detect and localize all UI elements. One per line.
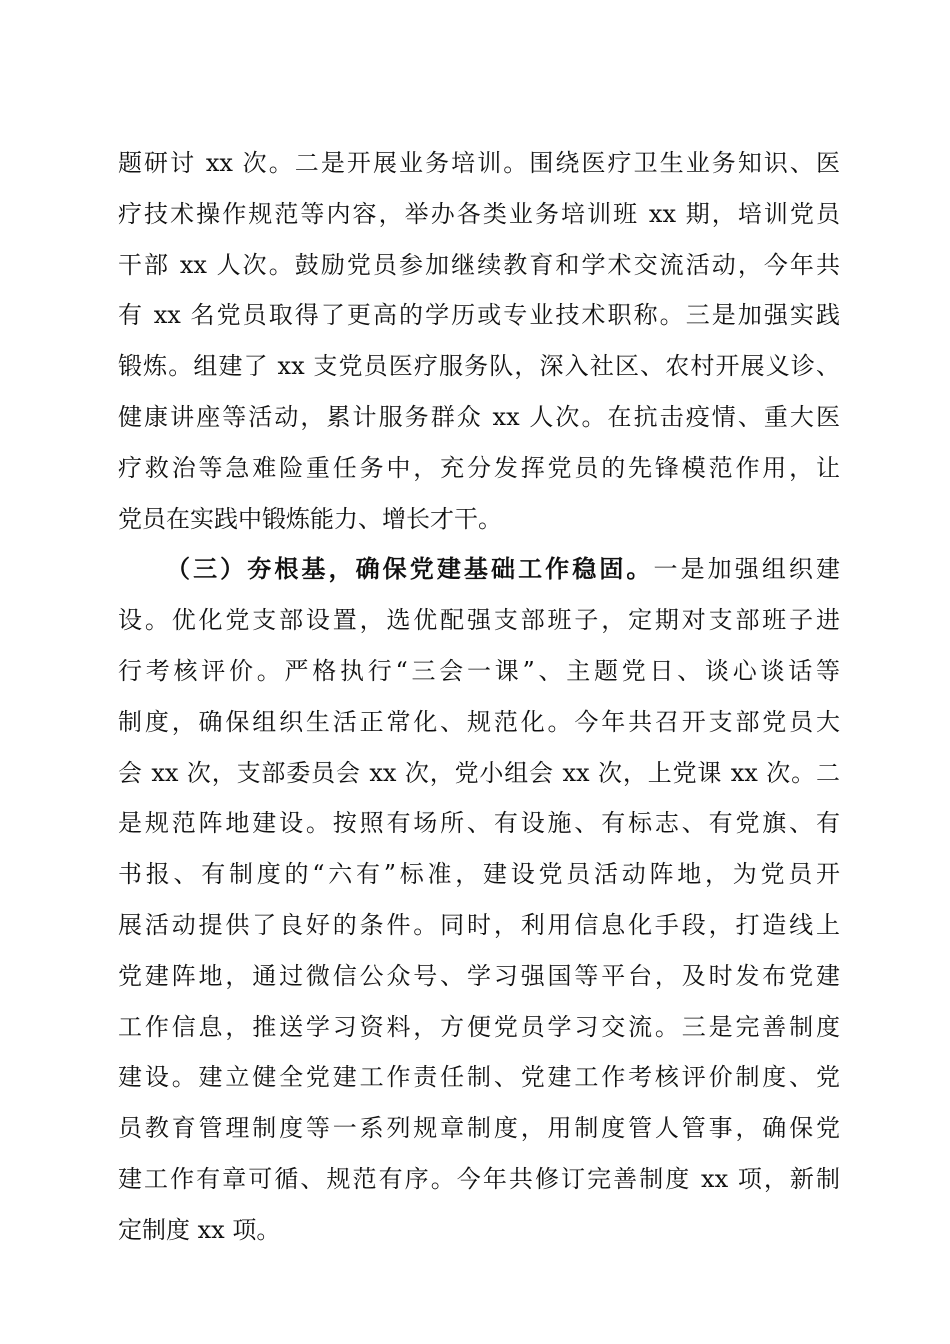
text-line: 题研讨 xx 次。二是开展业务培训。围绕医疗卫生业务知识、医 — [118, 149, 840, 177]
text-line: 干部 xx 人次。鼓励党员参加继续教育和学术交流活动，今年共 — [118, 250, 840, 279]
text-line: 定制度 xx 项。 — [118, 1215, 281, 1244]
text-line: 疗技术操作规范等内容，举办各类业务培训班 xx 期，培训党员 — [118, 199, 840, 228]
text-line: 制度，确保组织生活正常化、规范化。今年共召开支部党员大 — [118, 707, 840, 736]
text-line-first — [118, 544, 840, 595]
document-body — [118, 138, 840, 1256]
section-heading: （三）夯根基，确保党建基础工作稳固。 — [166, 554, 654, 584]
text-line: 书报、有制度的“六有”标准，建设党员活动阵地，为党员开 — [118, 860, 840, 889]
heading-line-rest: 一是加强组织建 — [653, 555, 840, 584]
text-line: 有 xx 名党员取得了更高的学历或专业技术职称。三是加强实践 — [118, 301, 840, 330]
text-line: 设。优化党支部设置，选优配强支部班子，定期对支部班子进 — [118, 606, 840, 635]
text-line: 疗救治等急难险重任务中，充分发挥党员的先锋模范作用，让 — [118, 453, 840, 482]
text-line: 锻炼。组建了 xx 支党员医疗服务队，深入社区、农村开展义诊、 — [118, 352, 840, 381]
text-line: 员教育管理制度等一系列规章制度，用制度管人管事，确保党 — [118, 1114, 840, 1143]
text-line: 是规范阵地建设。按照有场所、有设施、有标志、有党旗、有 — [118, 809, 840, 838]
text-line: 健康讲座等活动，累计服务群众 xx 人次。在抗击疫情、重大医 — [118, 402, 840, 431]
text-line: 工作信息，推送学习资料，方便党员学习交流。三是完善制度 — [118, 1012, 840, 1041]
text-line: 建设。建立健全党建工作责任制、党建工作考核评价制度、党 — [118, 1063, 840, 1092]
text-line: 党员在实践中锻炼能力、增长才干。 — [118, 504, 502, 533]
paragraph-training — [118, 138, 840, 544]
paragraph-foundation — [118, 544, 840, 1255]
text-line: 行考核评价。严格执行“三会一课”、主题党日、谈心谈话等 — [118, 656, 840, 685]
text-line: 党建阵地，通过微信公众号、学习强国等平台，及时发布党建 — [118, 961, 840, 990]
text-line: 会 xx 次，支部委员会 xx 次，党小组会 xx 次，上党课 xx 次。二 — [118, 758, 840, 787]
text-line: 建工作有章可循、规范有序。今年共修订完善制度 xx 项，新制 — [118, 1164, 840, 1193]
text-line: 展活动提供了良好的条件。同时，利用信息化手段，打造线上 — [118, 910, 840, 939]
